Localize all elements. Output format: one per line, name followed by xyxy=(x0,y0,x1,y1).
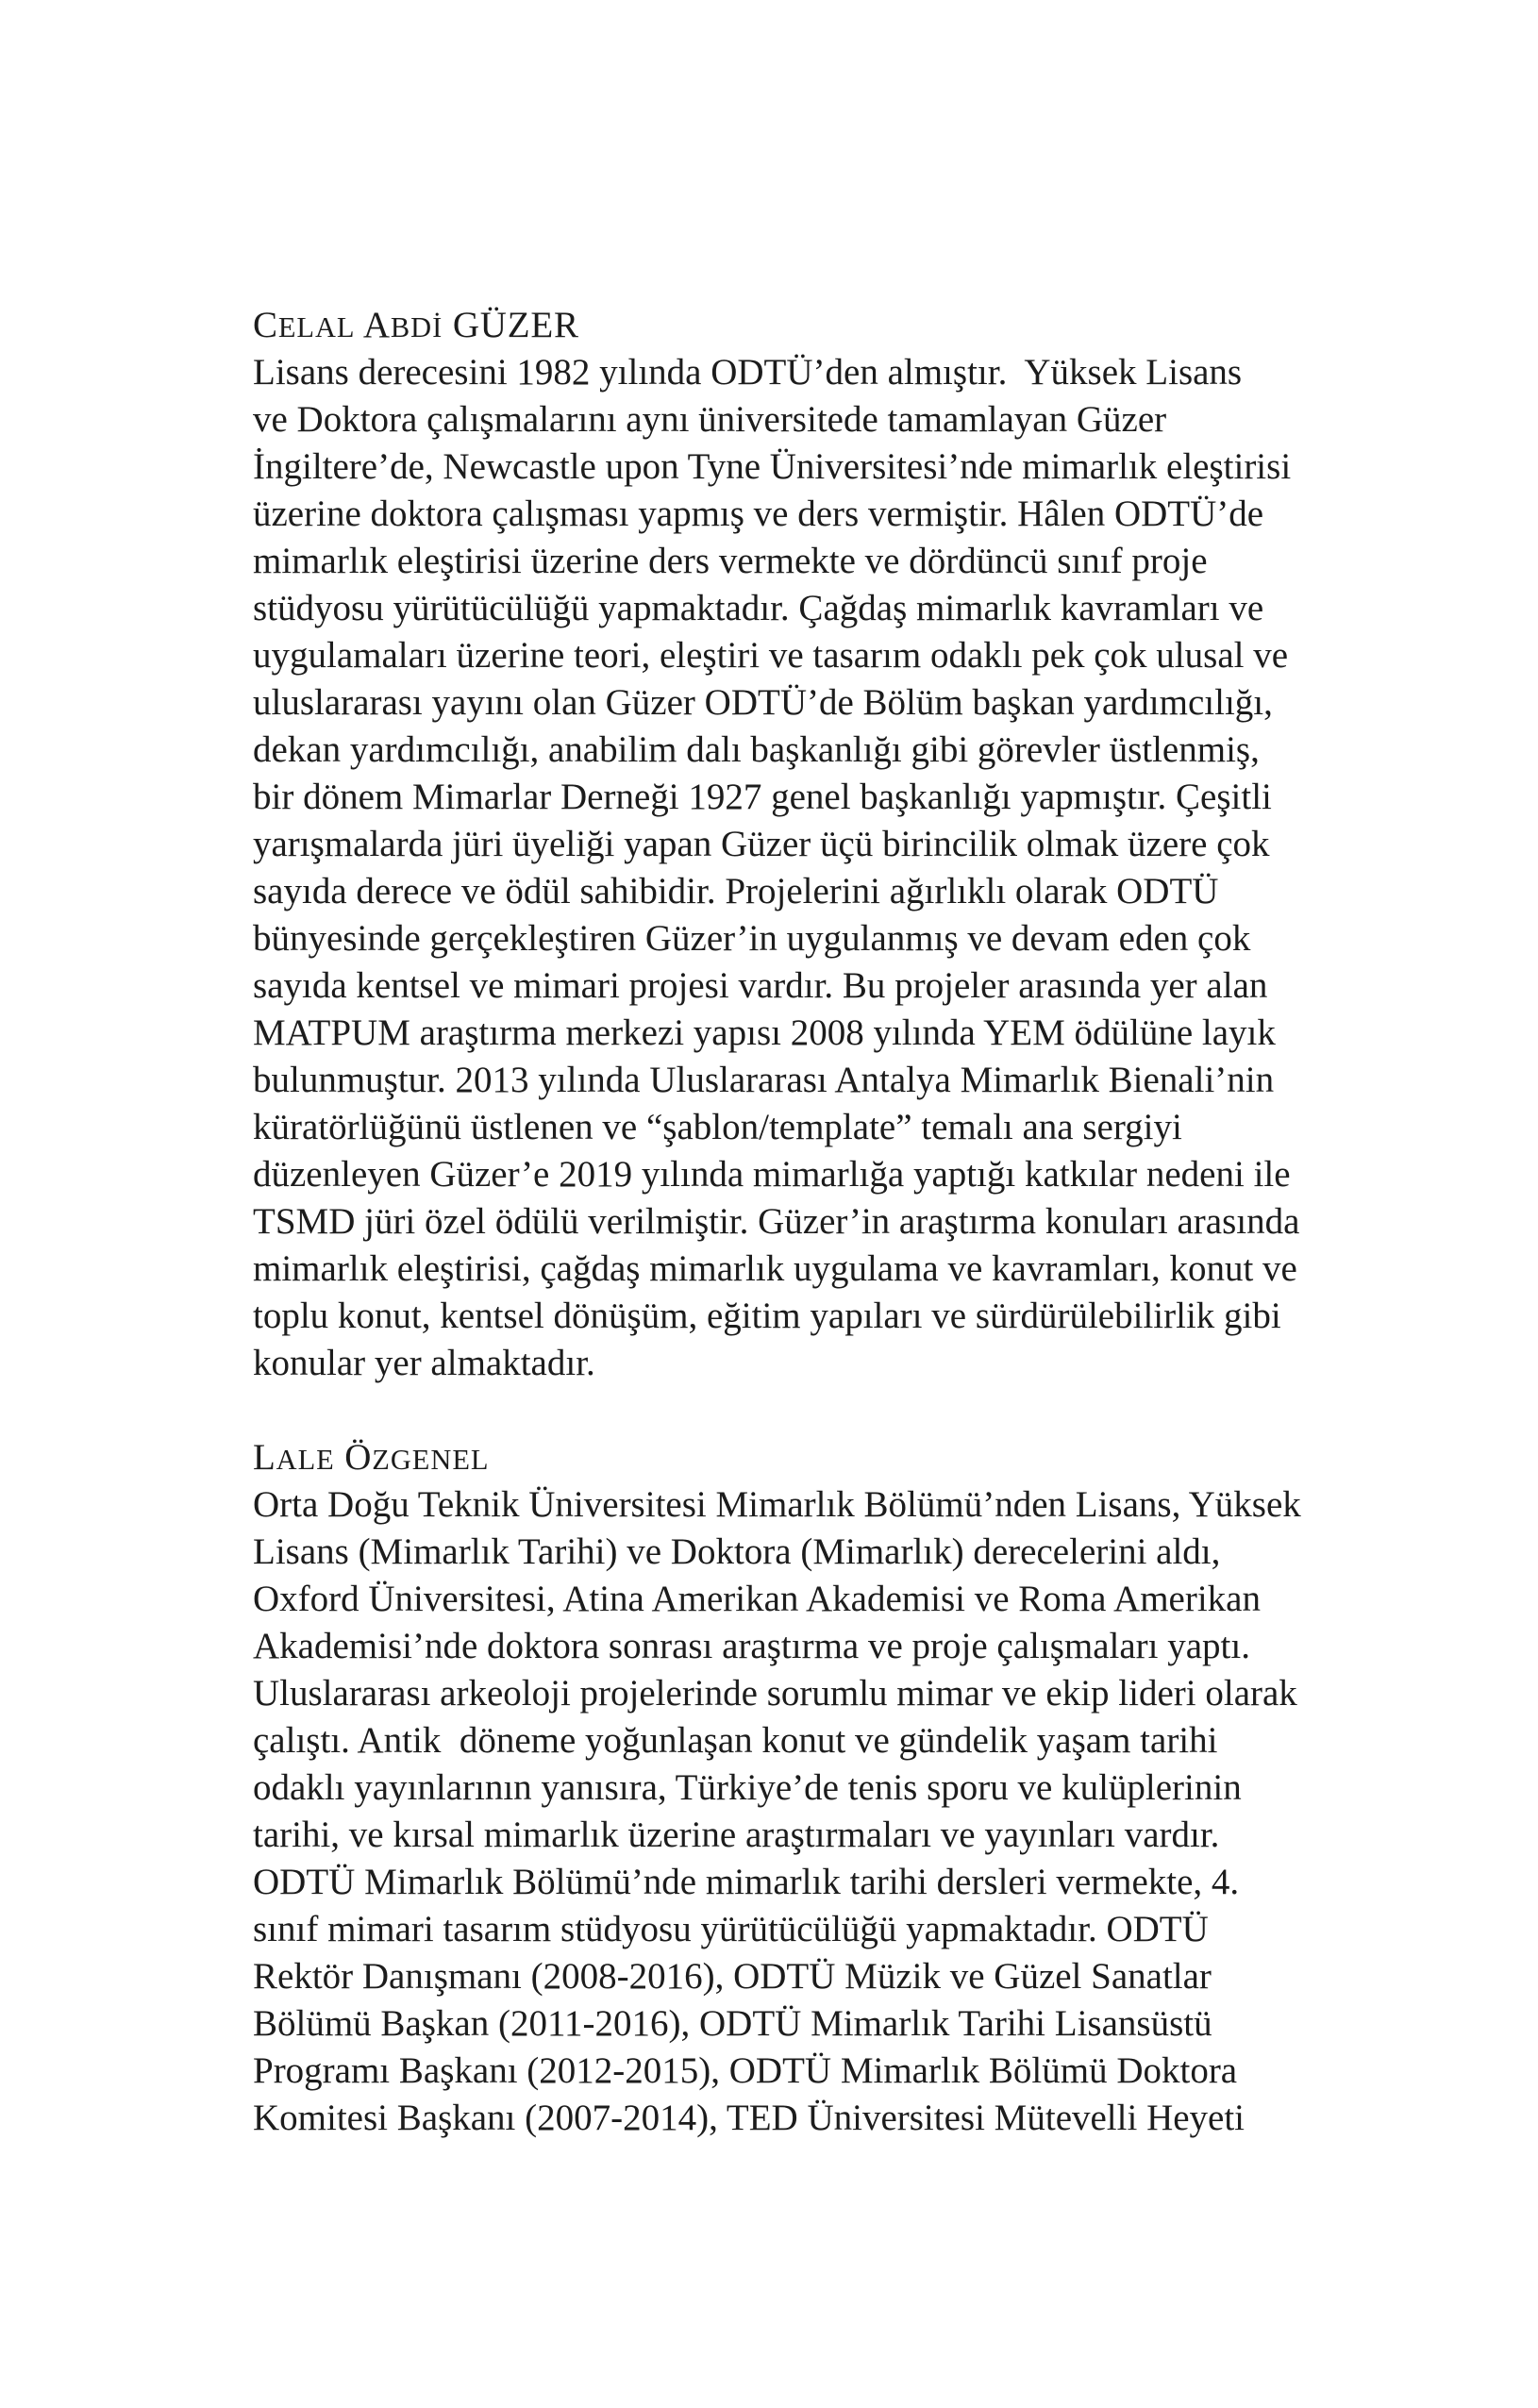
name-capital: L xyxy=(253,1437,276,1478)
text-line: Akademisi’nde doktora sonrası araştırma ve proje çalışmaları yaptı. xyxy=(253,1626,1250,1666)
text-line: düzenleyen Güzer’e 2019 yılında mimarlığa yaptığı katkılar nedeni ile xyxy=(253,1154,1291,1195)
text-line: MATPUM araştırma merkezi yapısı 2008 yılında YEM ödülüne layık xyxy=(253,1012,1276,1053)
text-line: küratörlüğünü üstlenen ve “şablon/template” temalı ana sergiyi xyxy=(253,1107,1182,1147)
text-line: bulunmuştur. 2013 yılında Uluslararası Antalya Mimarlık Bienali’nin xyxy=(253,1060,1275,1100)
text-line: tarihi, ve kırsal mimarlık üzerine araştırmaları ve yayınları vardır. xyxy=(253,1814,1220,1855)
text-line: ODTÜ Mimarlık Bölümü’nde mimarlık tarihi dersleri vermekte, 4. xyxy=(253,1862,1240,1902)
text-line: uygulamaları üzerine teori, eleştiri ve tasarım odaklı pek çok ulusal ve xyxy=(253,635,1289,676)
name-capital: GÜZER xyxy=(452,305,579,345)
text-line: Orta Doğu Teknik Üniversitesi Mimarlık Bölümü’nden Lisans, Yüksek xyxy=(253,1484,1301,1525)
text-line: ve Doktora çalışmalarını aynı üniversitede tamamlayan Güzer xyxy=(253,399,1167,440)
text-block xyxy=(253,302,1338,2142)
text-line: Oxford Üniversitesi, Atina Amerikan Akademisi ve Roma Amerikan xyxy=(253,1579,1261,1619)
name-small-caps: ZGENEL xyxy=(372,1444,490,1476)
text-line: üzerine doktora çalışması yapmış ve ders vermiştir. Hâlen ODTÜ’de xyxy=(253,493,1264,534)
text-line: sayıda derece ve ödül sahibidir. Projelerini ağırlıklı olarak ODTÜ xyxy=(253,871,1219,911)
text-line: Uluslararası arkeoloji projelerinde sorumlu mimar ve ekip lideri olarak xyxy=(253,1673,1297,1714)
text-line: Lisans (Mimarlık Tarihi) ve Doktora (Mimarlık) derecelerini aldı, xyxy=(253,1531,1221,1572)
bio-name-heading xyxy=(253,1434,1338,1481)
text-line: çalıştı. Antik döneme yoğunlaşan konut ve gündelik yaşam tarihi xyxy=(253,1720,1218,1761)
text-line: toplu konut, kentsel dönüşüm, eğitim yapıları ve sürdürülebilirlik gibi xyxy=(253,1296,1281,1336)
name-capital xyxy=(356,305,363,345)
text-line: TSMD jüri özel ödülü verilmiştir. Güzer’in araştırma konuları arasında xyxy=(253,1201,1300,1242)
text-line: uluslararası yayını olan Güzer ODTÜ’de Bölüm başkan yardımcılığı, xyxy=(253,682,1273,723)
name-small-caps: ELAL xyxy=(277,311,356,343)
name-capital xyxy=(443,305,453,345)
text-line: yarışmalarda jüri üyeliği yapan Güzer üçü birincilik olmak üzere çok xyxy=(253,824,1270,864)
text-line: bir dönem Mimarlar Derneği 1927 genel başkanlığı yapmıştır. Çeşitli xyxy=(253,777,1272,817)
text-line: İngiltere’de, Newcastle upon Tyne Üniversitesi’nde mimarlık eleştirisi xyxy=(253,446,1292,487)
bio-name-heading xyxy=(253,302,1338,349)
text-line: sayıda kentsel ve mimari projesi vardır. Bu projeler arasında yer alan xyxy=(253,965,1268,1006)
bio-paragraph xyxy=(253,349,1338,1387)
text-line: sınıf mimari tasarım stüdyosu yürütücülüğü yapmaktadır. ODTÜ xyxy=(253,1909,1209,1949)
text-line: mimarlık eleştirisi, çağdaş mimarlık uygulama ve kavramları, konut ve xyxy=(253,1248,1297,1289)
text-line: mimarlık eleştirisi üzerine ders vermekte ve dördüncü sınıf proje xyxy=(253,541,1208,581)
text-line: Komitesi Başkanı (2007-2014), TED Üniversitesi Mütevelli Heyeti xyxy=(253,2098,1245,2138)
bio-paragraph xyxy=(253,1481,1338,2142)
text-line: Programı Başkanı (2012-2015), ODTÜ Mimarlık Bölümü Doktora xyxy=(253,2050,1238,2091)
name-capital: Ö xyxy=(344,1437,373,1478)
name-capital xyxy=(335,1437,345,1478)
text-line: Lisans derecesini 1982 yılında ODTÜ’den almıştır. Yüksek Lisans xyxy=(253,352,1243,393)
text-line: konular yer almaktadır. xyxy=(253,1343,595,1383)
name-small-caps: BDİ xyxy=(390,311,443,343)
name-capital: C xyxy=(253,305,278,345)
bio-section-lale-ozgenel xyxy=(253,1434,1338,2142)
bio-section-celal-abdi-guzer xyxy=(253,302,1338,1387)
name-small-caps: ALE xyxy=(276,1444,335,1476)
name-capital: A xyxy=(362,305,391,345)
text-line: dekan yardımcılığı, anabilim dalı başkanlığı gibi görevler üstlenmiş, xyxy=(253,729,1260,770)
text-line: bünyesinde gerçekleştiren Güzer’in uygulanmış ve devam eden çok xyxy=(253,918,1251,959)
text-line: odaklı yayınlarının yanısıra, Türkiye’de tenis sporu ve kulüplerinin xyxy=(253,1767,1242,1808)
text-line: stüdyosu yürütücülüğü yapmaktadır. Çağdaş mimarlık kavramları ve xyxy=(253,588,1264,628)
text-line: Rektör Danışmanı (2008-2016), ODTÜ Müzik ve Güzel Sanatlar xyxy=(253,1956,1212,1997)
text-line: Bölümü Başkan (2011-2016), ODTÜ Mimarlık Tarihi Lisansüstü xyxy=(253,2003,1212,2044)
